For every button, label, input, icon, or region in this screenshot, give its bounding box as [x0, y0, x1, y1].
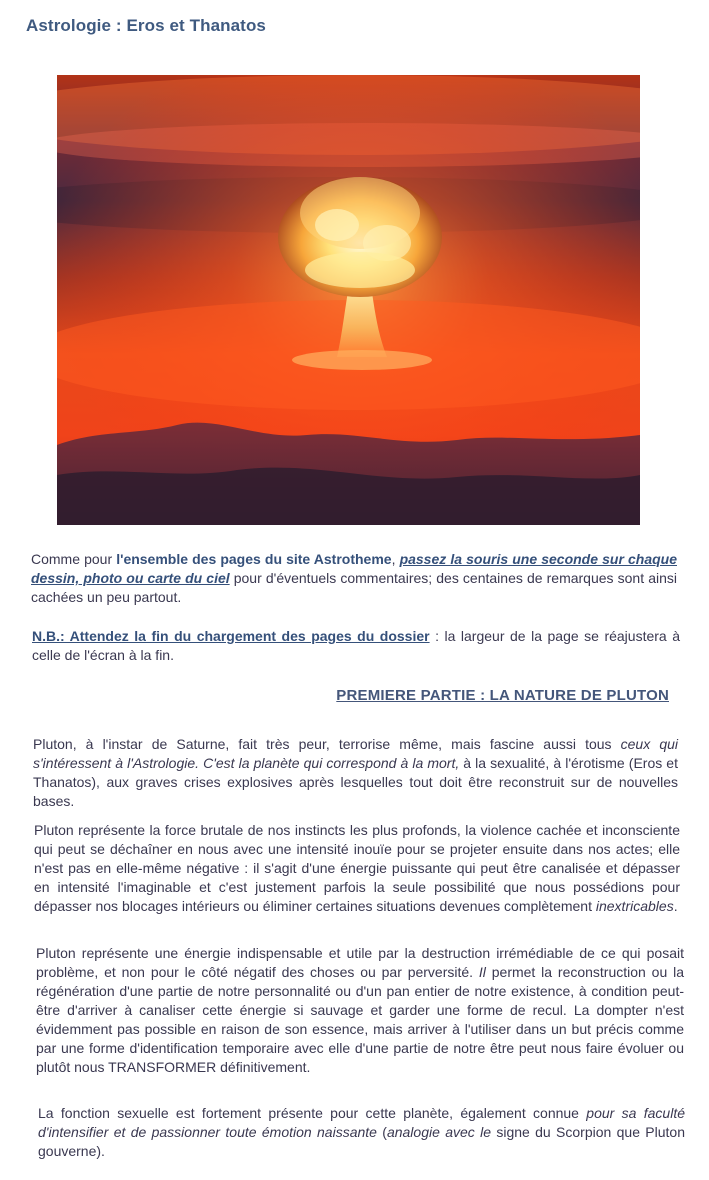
p4-text-c: (: [376, 1124, 387, 1140]
p1-italic: ceux qui s'intéressent à l'Astrologie. C'est la planète qui correspond à la mort,: [33, 736, 678, 771]
body-paragraph-3: [36, 944, 684, 1077]
nb-paragraph: [32, 627, 680, 665]
body-paragraph-1: [33, 735, 678, 811]
intro-paragraph: [31, 550, 677, 607]
p2-italic: inextricables: [595, 898, 674, 914]
intro-hover-hint: passez la souris une seconde sur chaque dessin, photo ou carte du ciel: [31, 551, 677, 586]
intro-text-1: Comme pour: [31, 551, 117, 567]
p4-italic-1: pour sa faculté d'intensifier et de passionner toute émotion naissante: [38, 1105, 685, 1140]
mushroom-cloud-illustration: [57, 75, 640, 525]
body-paragraph-4: [38, 1104, 685, 1161]
p4-italic-2: analogie avec le: [386, 1124, 492, 1140]
nb-bold-note: N.B.: Attendez la fin du chargement des pages du dossier: [32, 628, 430, 644]
page-title: Astrologie : Eros et Thanatos: [26, 16, 266, 35]
p2-text-c: .: [673, 898, 678, 914]
p2-text-a: Pluton représente la force brutale de nos instincts les plus profonds, la violence cachée et inconsciente qui peut se déchaîner en nous avec une intensité inouïe pour se projeter ensuite dans nos actes; elle n'est pas en elle-même négative : il s'agit d'une énergie puissante qui peut être canalisée et dépasser en intensité l'imaginable et c'est justement parfois la seule possibilité que nous possédions pour dépasser nos blocages intérieurs ou éliminer certaines situations devenues complètement: [34, 822, 680, 914]
p1-text-a: Pluton, à l'instar de Saturne, fait très peur, terrorise même, mais fascine aussi tous: [33, 736, 621, 752]
nb-text: : la largeur de la page se réajustera à celle de l'écran à la fin.: [32, 628, 681, 663]
intro-bold-site-link: l'ensemble des pages du site Astrotheme: [116, 551, 392, 567]
p3-text-a: Pluton représente une énergie indispensable et utile par la destruction irrémédiable de ce qui posait problème, et non pour le côté négatif des choses ou par perversité.: [36, 945, 684, 980]
intro-text-3: pour d'éventuels commentaires; des centaines de remarques sont ainsi cachées un peu partout.: [31, 570, 677, 605]
mushroom-cloud-photo[interactable]: [57, 75, 640, 525]
p1-text-c: à la sexualité, à l'érotisme (Eros et Thanatos), aux graves crises explosives après lesquelles tout doit être reconstruit sur de nouvelles bases.: [33, 755, 678, 809]
intro-text-2: ,: [391, 551, 400, 567]
body-paragraph-2: [34, 821, 680, 916]
p3-text-c: permet la reconstruction ou la régénération d'une partie de notre personnalité ou d'un pan entier de notre existence, à condition peut-être d'arriver à canaliser cette énergie si sauvage et garder une forme de recul. La dompter n'est évidemment pas possible en raison de son essence, mais arriver à l'utiliser dans un but précis comme par une forme d'identification temporaire avec elle d'une partie de notre être peut nous faire évoluer ou plutôt nous TRANSFORMER définitivement.: [36, 964, 684, 1075]
section-heading: PREMIERE PARTIE : LA NATURE DE PLUTON: [336, 687, 669, 704]
p4-text-e: signe du Scorpion que Pluton gouverne).: [38, 1124, 685, 1159]
p3-italic: Il: [478, 964, 486, 980]
p4-text-a: La fonction sexuelle est fortement présente pour cette planète, également connue: [38, 1105, 587, 1121]
